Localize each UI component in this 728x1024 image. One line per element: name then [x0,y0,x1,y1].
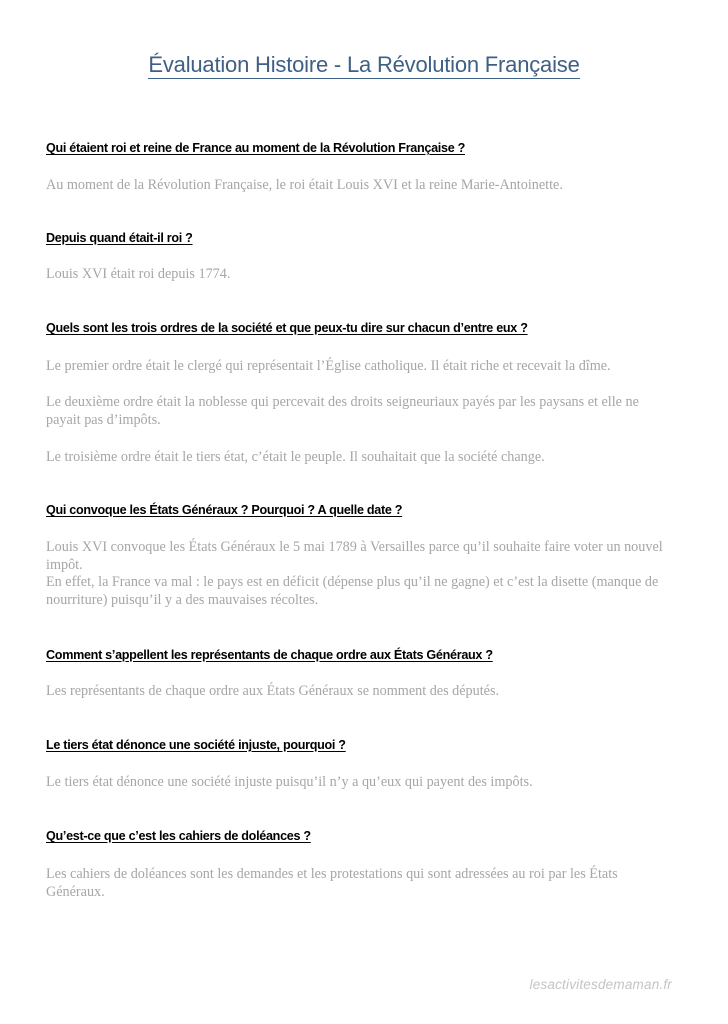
answer-3b: Le deuxième ordre était la noblesse qui percevait des droits seigneuriaux payés par les paysans et elle ne payait pas d’impôts. [46,394,639,428]
document-title: Évaluation Histoire - La Révolution Française [148,52,580,77]
question-6: Le tiers état dénonce une société injuste, pourquoi ? [46,738,346,752]
answer-4b: En effet, la France va mal : le pays est en déficit (dépense plus qu’il ne gagne) et c’est la disette (manque de nourriture) puisqu’il y a des mauvaises récoltes. [46,574,659,608]
question-4: Qui convoque les États Généraux ? Pourquoi ? A quelle date ? [46,503,403,517]
question-7: Qu’est-ce que c’est les cahiers de doléances ? [46,829,311,843]
site-watermark: lesactivitesdemaman.fr [529,977,672,992]
answer-4a: Louis XVI convoque les États Généraux le 5 mai 1789 à Versailles parce qu’il souhaite faire voter un nouvel impôt. [46,539,663,573]
answer-1: Au moment de la Révolution Française, le roi était Louis XVI et la reine Marie-Antoinette. [46,177,563,193]
answer-7: Les cahiers de doléances sont les demandes et les protestations qui sont adressées au roi par les États Généraux. [46,866,618,900]
question-1: Qui étaient roi et reine de France au moment de la Révolution Française ? [46,141,465,155]
question-5: Comment s’appellent les représentants de chaque ordre aux États Généraux ? [46,648,493,662]
question-3: Quels sont les trois ordres de la société et que peux-tu dire sur chacun d’entre eux ? [46,321,528,335]
answer-2: Louis XVI était roi depuis 1774. [46,266,231,282]
answer-5: Les représentants de chaque ordre aux États Généraux se nomment des députés. [46,683,500,699]
answer-6: Le tiers état dénonce une société injuste puisqu’il n’y a qu’eux qui payent des impôts. [46,774,533,790]
document-title-block [0,52,728,78]
answer-3a: Le premier ordre était le clergé qui représentait l’Église catholique. Il était riche et recevait la dîme. [46,358,611,374]
question-2: Depuis quand était-il roi ? [46,231,193,245]
answer-3c: Le troisième ordre était le tiers état, c’était le peuple. Il souhaitait que la société change. [46,449,545,465]
